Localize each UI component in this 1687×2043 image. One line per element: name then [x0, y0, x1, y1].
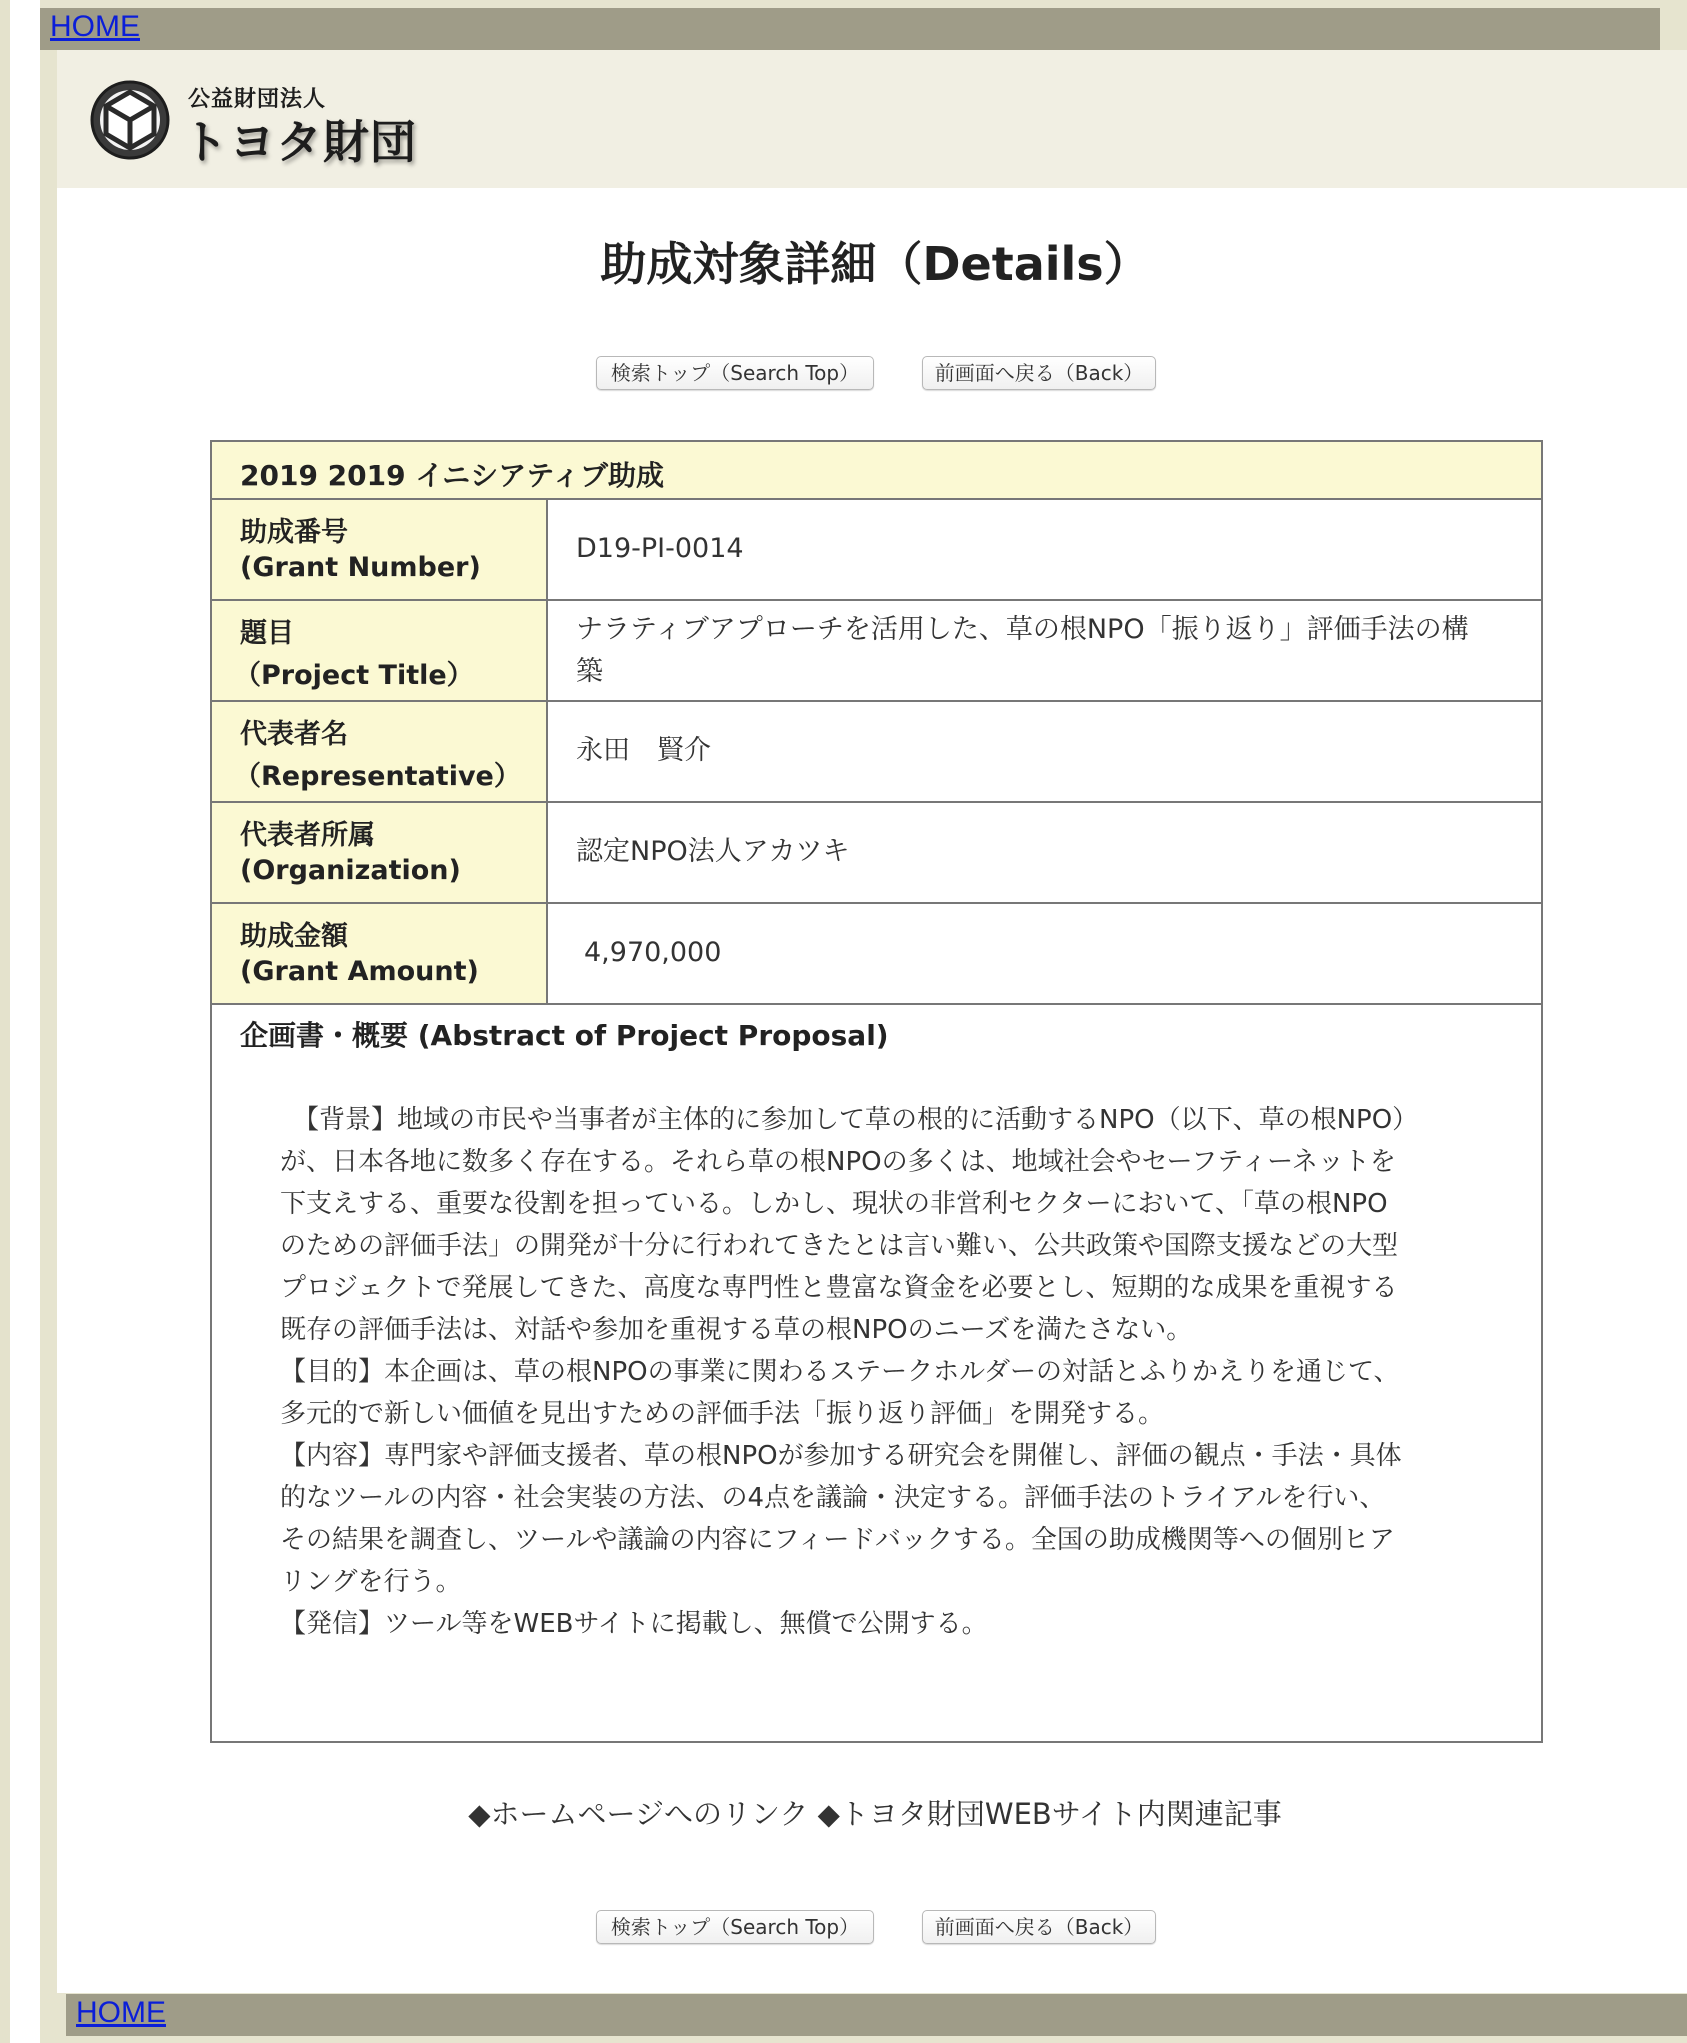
representative-value: 永田 賢介	[576, 735, 711, 766]
table-header	[212, 442, 1541, 500]
logo-subtitle: 公益財団法人	[188, 87, 327, 112]
label-jp: 題目	[240, 618, 294, 649]
abstract-line: 【背景】地域の市民や当事者が主体的に参加して草の根的に活動するNPO（以下、草の根NPO）	[280, 1105, 1419, 1135]
label-jp: 代表者所属	[240, 820, 375, 851]
abstract-line: が、日本各地に数多く存在する。それら草の根NPOの多くは、地域社会やセーフティーネットを	[280, 1147, 1396, 1177]
back-button-bottom[interactable]: 前画面へ戻る（Back）	[922, 1910, 1156, 1944]
program-name: 2019 2019 イニシアティブ助成	[240, 459, 664, 492]
label-en: (Organization)	[240, 855, 461, 886]
project-title-value	[576, 609, 1516, 693]
logo-emblem-icon	[88, 78, 172, 162]
project-title-line: ナラティブアプローチを活用した、草の根NPO「振り返り」評価手法の構	[576, 614, 1469, 645]
representative-row	[212, 702, 1541, 803]
foundation-article-link[interactable]: ◆トヨタ財団WEBサイト内関連記事	[817, 1797, 1282, 1831]
grant-amount-row	[212, 904, 1541, 1005]
abstract-heading: 企画書・概要 (Abstract of Project Proposal)	[240, 1019, 889, 1052]
label-jp: 助成金額	[240, 921, 348, 952]
label-en: （Project Title）	[234, 660, 474, 691]
abstract-line: 【内容】専門家や評価支援者、草の根NPOが参加する研究会を開催し、評価の観点・手法・具体	[280, 1441, 1402, 1471]
label-jp: 助成番号	[240, 517, 348, 548]
top-nav-bar	[40, 8, 1660, 50]
abstract-line: 下支えする、重要な役割を担っている。しかし、現状の非営利セクターにおいて、「草の根NPO	[280, 1189, 1388, 1219]
abstract-line: その結果を調査し、ツールや議論の内容にフィードバックする。全国の助成機関等への個別ヒア	[280, 1525, 1395, 1555]
organization-label	[212, 803, 548, 902]
logo-title: トヨタ財団	[182, 115, 417, 169]
label-en: (Grant Number)	[240, 552, 481, 583]
label-jp: 代表者名	[240, 719, 348, 750]
grant-details-table	[210, 440, 1543, 1743]
abstract-line: 多元的で新しい価値を見出すための評価手法「振り返り評価」を開発する。	[280, 1399, 1165, 1429]
home-link-top[interactable]: HOME	[50, 10, 140, 43]
abstract-line: 既存の評価手法は、対話や参加を重視する草の根NPOのニーズを満たさない。	[280, 1315, 1193, 1345]
search-top-button-bottom[interactable]: 検索トップ（Search Top）	[596, 1910, 874, 1944]
grant-number-value: D19-PI-0014	[576, 533, 744, 564]
representative-label	[212, 702, 548, 801]
organization-row	[212, 803, 1541, 904]
label-en: （Representative）	[234, 761, 521, 792]
organization-value: 認定NPO法人アカツキ	[576, 836, 850, 867]
grant-number-row	[212, 500, 1541, 601]
homepage-link[interactable]: ◆ホームページへのリンク	[468, 1797, 809, 1831]
project-title-row	[212, 601, 1541, 702]
abstract-line: プロジェクトで発展してきた、高度な専門性と豊富な資金を必要とし、短期的な成果を重視する	[280, 1273, 1398, 1303]
home-link-bottom[interactable]: HOME	[76, 1996, 166, 2029]
abstract-line: のための評価手法」の開発が十分に行われてきたとは言い難い、公共政策や国際支援などの大型	[280, 1231, 1399, 1261]
abstract-body	[280, 1099, 1470, 1645]
abstract-line: 的なツールの内容・社会実装の方法、の4点を議論・決定する。評価手法のトライアルを行い、	[280, 1483, 1386, 1513]
page-title: 助成対象詳細（Details）	[600, 237, 1150, 291]
foundation-logo[interactable]	[88, 72, 418, 172]
abstract-line: 【発信】ツール等をWEBサイトに掲載し、無償で公開する。	[280, 1609, 988, 1639]
project-title-label	[212, 601, 548, 700]
abstract-line: リングを行う。	[280, 1567, 462, 1597]
left-border-strip	[0, 0, 10, 2043]
search-top-button[interactable]: 検索トップ（Search Top）	[596, 356, 874, 390]
related-links	[0, 1792, 1687, 1833]
grant-number-label	[212, 500, 548, 599]
label-en: (Grant Amount)	[240, 956, 479, 987]
project-title-line: 築	[576, 656, 603, 687]
abstract-line: 【目的】本企画は、草の根NPOの事業に関わるステークホルダーの対話とふりかえりを通じて、	[280, 1357, 1400, 1387]
bottom-nav-bar	[66, 1994, 1687, 2036]
grant-amount-label	[212, 904, 548, 1003]
back-button[interactable]: 前画面へ戻る（Back）	[922, 356, 1156, 390]
grant-amount-value: 4,970,000	[584, 937, 722, 968]
